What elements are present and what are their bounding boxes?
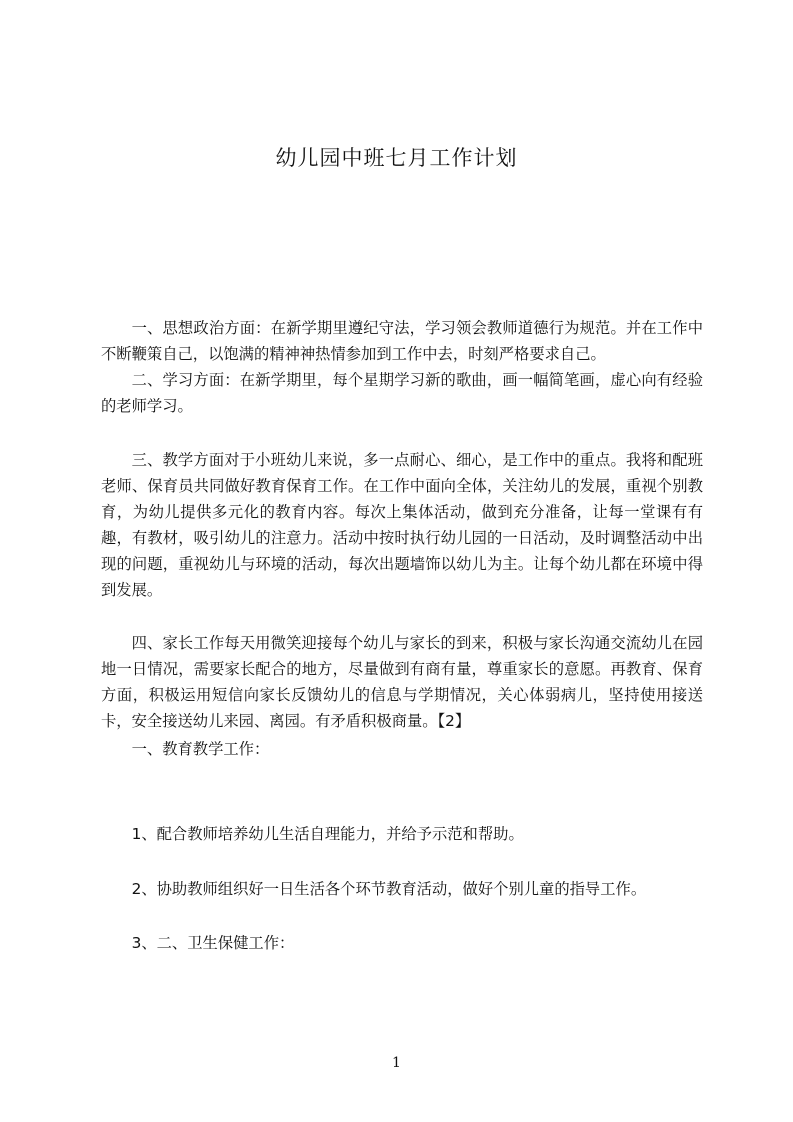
paragraph-teaching: 三、教学方面对于小班幼儿来说，多一点耐心、细心，是工作中的重点。我将和配班老师、保育员共同做好教育保育工作。在工作中面向全体，关注幼儿的发展，重视个别教育，为幼儿提供多元化的教育内容。每次上集体活动，做到充分准备，让每一堂课有有趣，有教材，吸引幼儿的注意力。活动中按时执行幼儿园的一日活动，及时调整活动中出现的问题，重视幼儿与环境的活动，每次出题墙饰以幼儿为主。让每个幼儿都在环境中得到发展。 <box>101 451 703 599</box>
paragraph-political: 一、思想政治方面：在新学期里遵纪守法，学习领会教师道德行为规范。并在工作中不断鞭策自己，以饱满的精神神热情参加到工作中去，时刻严格要求自己。 <box>101 319 703 363</box>
paragraph-study: 二、学习方面：在新学期里，每个星期学习新的歌曲，画一幅简笔画，虚心向有经验的老师学习。 <box>101 371 703 415</box>
page-title: 幼儿园中班七月工作计划 <box>275 146 518 170</box>
list-item: 2、协助教师组织好一日生活各个环节教育活动，做好个别儿童的指导工作。 <box>131 880 647 898</box>
paragraph-parents: 四、家长工作每天用微笑迎接每个幼儿与家长的到来，积极与家长沟通交流幼儿在园地一日情况，需要家长配合的地方，尽量做到有商有量，尊重家长的意愿。再教育、保育方面，积极运用短信向家长反馈幼儿的信息与学期情况，关心体弱病儿，坚持使用接送卡，安全接送幼儿来园、离园。有矛盾积极商量。【2】 <box>101 634 703 730</box>
list-item: 1、配合教师培养幼儿生活自理能力，并给予示范和帮助。 <box>131 825 524 843</box>
section-heading: 一、教育教学工作： <box>131 740 270 758</box>
list-item: 3、二、卫生保健工作： <box>131 934 295 952</box>
page-number: 1 <box>392 1055 401 1071</box>
